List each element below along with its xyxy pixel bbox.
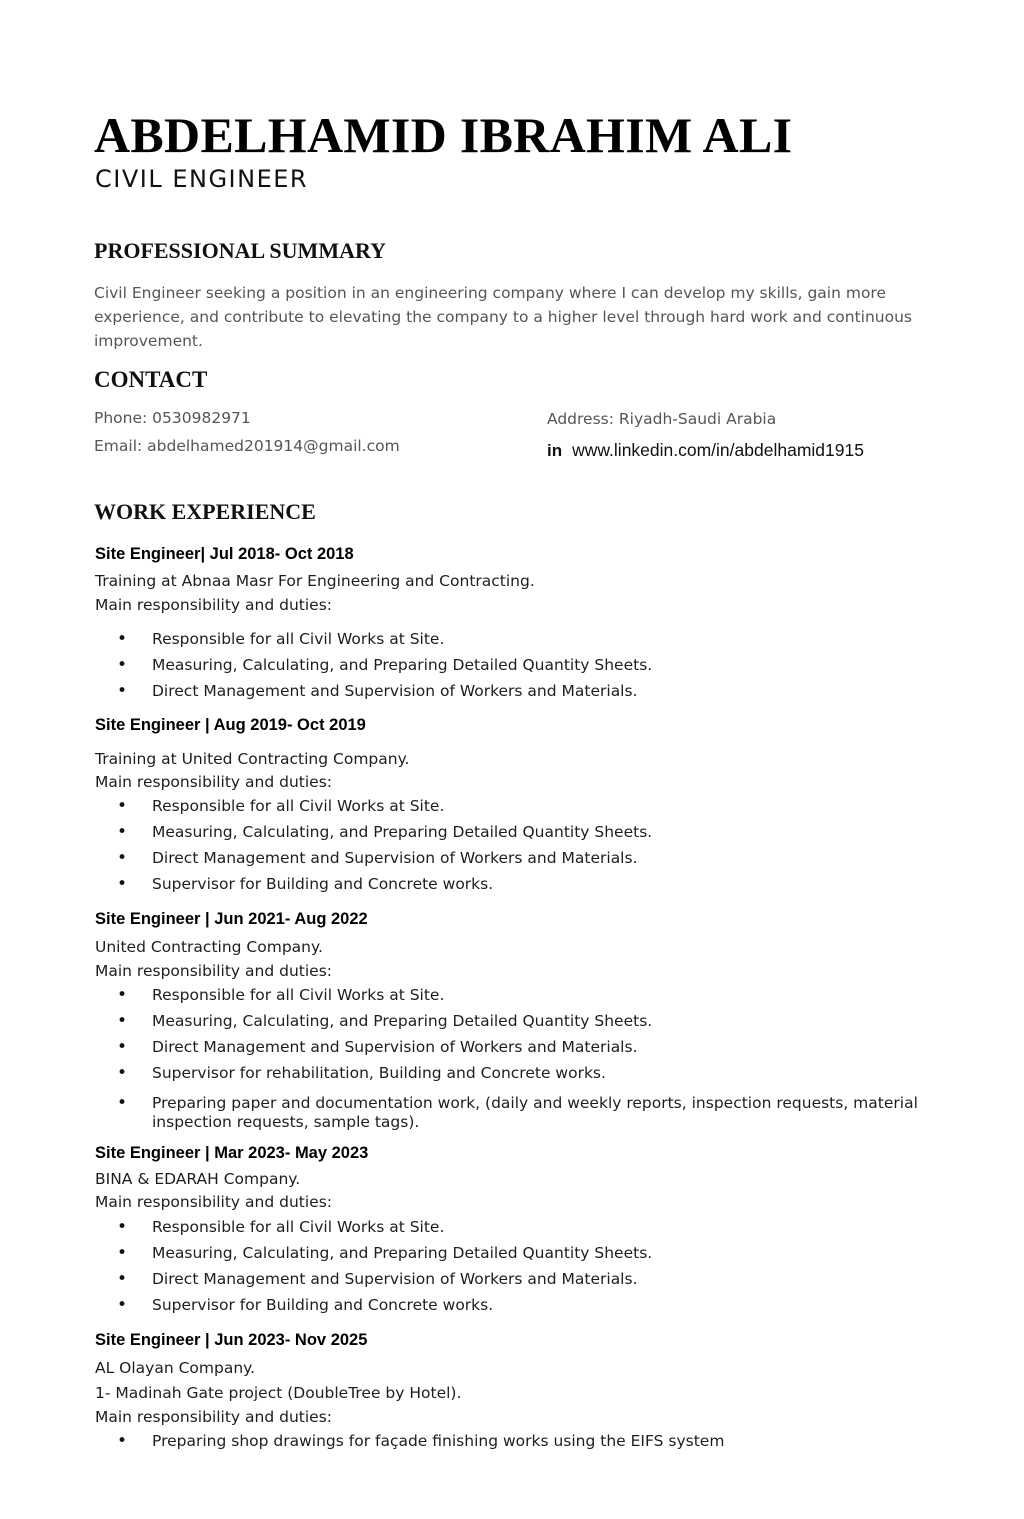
duty-item: • Direct Management and Supervision of Workers and Materials. [95, 1034, 975, 1060]
linkedin-link[interactable]: www.linkedin.com/in/abdelhamid1915 [572, 440, 864, 460]
duty-item: • Preparing shop drawings for façade finishing works using the EIFS system [95, 1428, 975, 1454]
duty-item: • Responsible for all Civil Works at Site. [95, 1214, 975, 1240]
job-entry-duties-label: Main responsibility and duties: [95, 596, 333, 614]
job-entry [95, 543, 975, 704]
job-title: CIVIL ENGINEER [95, 165, 309, 193]
job-entry-company: United Contracting Company. [95, 938, 323, 956]
duty-item: • Direct Management and Supervision of Workers and Materials. [95, 678, 975, 704]
job-entry-title: Site Engineer | Mar 2023- May 2023 [95, 1144, 369, 1162]
job-entry [95, 908, 975, 1132]
job-entry-company: BINA & EDARAH Company. [95, 1170, 301, 1188]
job-entry [95, 714, 975, 897]
contact-heading: CONTACT [94, 367, 208, 392]
job-entry-duties-label: Main responsibility and duties: [95, 1193, 333, 1211]
job-entry-title: Site Engineer | Jun 2021- Aug 2022 [95, 910, 368, 928]
duties-list [95, 1214, 975, 1318]
duty-item: • Direct Management and Supervision of Workers and Materials. [95, 1266, 975, 1292]
job-entry [95, 1329, 975, 1454]
job-entry-duties-label: Main responsibility and duties: [95, 1408, 333, 1426]
duty-item: • Supervisor for Building and Concrete works. [95, 871, 975, 897]
job-entry-company: Training at United Contracting Company. [95, 750, 410, 768]
duty-item: • Responsible for all Civil Works at Site. [95, 626, 975, 652]
duty-item: • Supervisor for rehabilitation, Building and Concrete works. [95, 1060, 975, 1086]
duty-item: • Measuring, Calculating, and Preparing Detailed Quantity Sheets. [95, 652, 975, 678]
job-entry-duties-label: Main responsibility and duties: [95, 962, 333, 980]
linkedin-icon: in [547, 441, 563, 460]
job-entry [95, 1142, 975, 1318]
contact-linkedin-row[interactable] [547, 440, 864, 461]
job-entry-project: 1- Madinah Gate project (DoubleTree by Hotel). [95, 1384, 462, 1402]
candidate-name: ABDELHAMID IBRAHIM ALI [94, 107, 793, 163]
job-entry-title: Site Engineer | Jun 2023- Nov 2025 [95, 1331, 368, 1349]
duty-item: • Measuring, Calculating, and Preparing Detailed Quantity Sheets. [95, 1008, 975, 1034]
duties-list [95, 626, 975, 704]
summary-heading: PROFESSIONAL SUMMARY [94, 238, 386, 263]
job-entry-duties-label: Main responsibility and duties: [95, 773, 333, 791]
job-entry-company: Training at Abnaa Masr For Engineering and Contracting. [95, 572, 535, 590]
duty-item: • Preparing paper and documentation work, (daily and weekly reports, inspection requests, material inspection requests, sample tags). [95, 1094, 975, 1132]
work-experience-heading: WORK EXPERIENCE [94, 499, 316, 524]
contact-phone: Phone: 0530982971 [94, 409, 251, 427]
job-entry-title: Site Engineer| Jul 2018- Oct 2018 [95, 545, 354, 563]
duty-item: • Direct Management and Supervision of Workers and Materials. [95, 845, 975, 871]
duty-item: • Measuring, Calculating, and Preparing Detailed Quantity Sheets. [95, 819, 975, 845]
job-entry-company: AL Olayan Company. [95, 1359, 256, 1377]
duty-item: • Responsible for all Civil Works at Site. [95, 982, 975, 1008]
contact-email[interactable]: Email: abdelhamed201914@gmail.com [94, 437, 400, 455]
summary-text: Civil Engineer seeking a position in an engineering company where I can develop my skills, gain more experience, and contribute to elevating the company to a higher level through hard work and continuous improvement. [94, 284, 912, 350]
duty-item: • Responsible for all Civil Works at Site. [95, 793, 975, 819]
contact-address: Address: Riyadh-Saudi Arabia [547, 410, 777, 428]
duty-item: • Measuring, Calculating, and Preparing Detailed Quantity Sheets. [95, 1240, 975, 1266]
duties-list [95, 1428, 975, 1454]
job-entry-title: Site Engineer | Aug 2019- Oct 2019 [95, 716, 366, 734]
duties-list [95, 982, 975, 1132]
duties-list [95, 793, 975, 897]
duty-item: • Supervisor for Building and Concrete works. [95, 1292, 975, 1318]
